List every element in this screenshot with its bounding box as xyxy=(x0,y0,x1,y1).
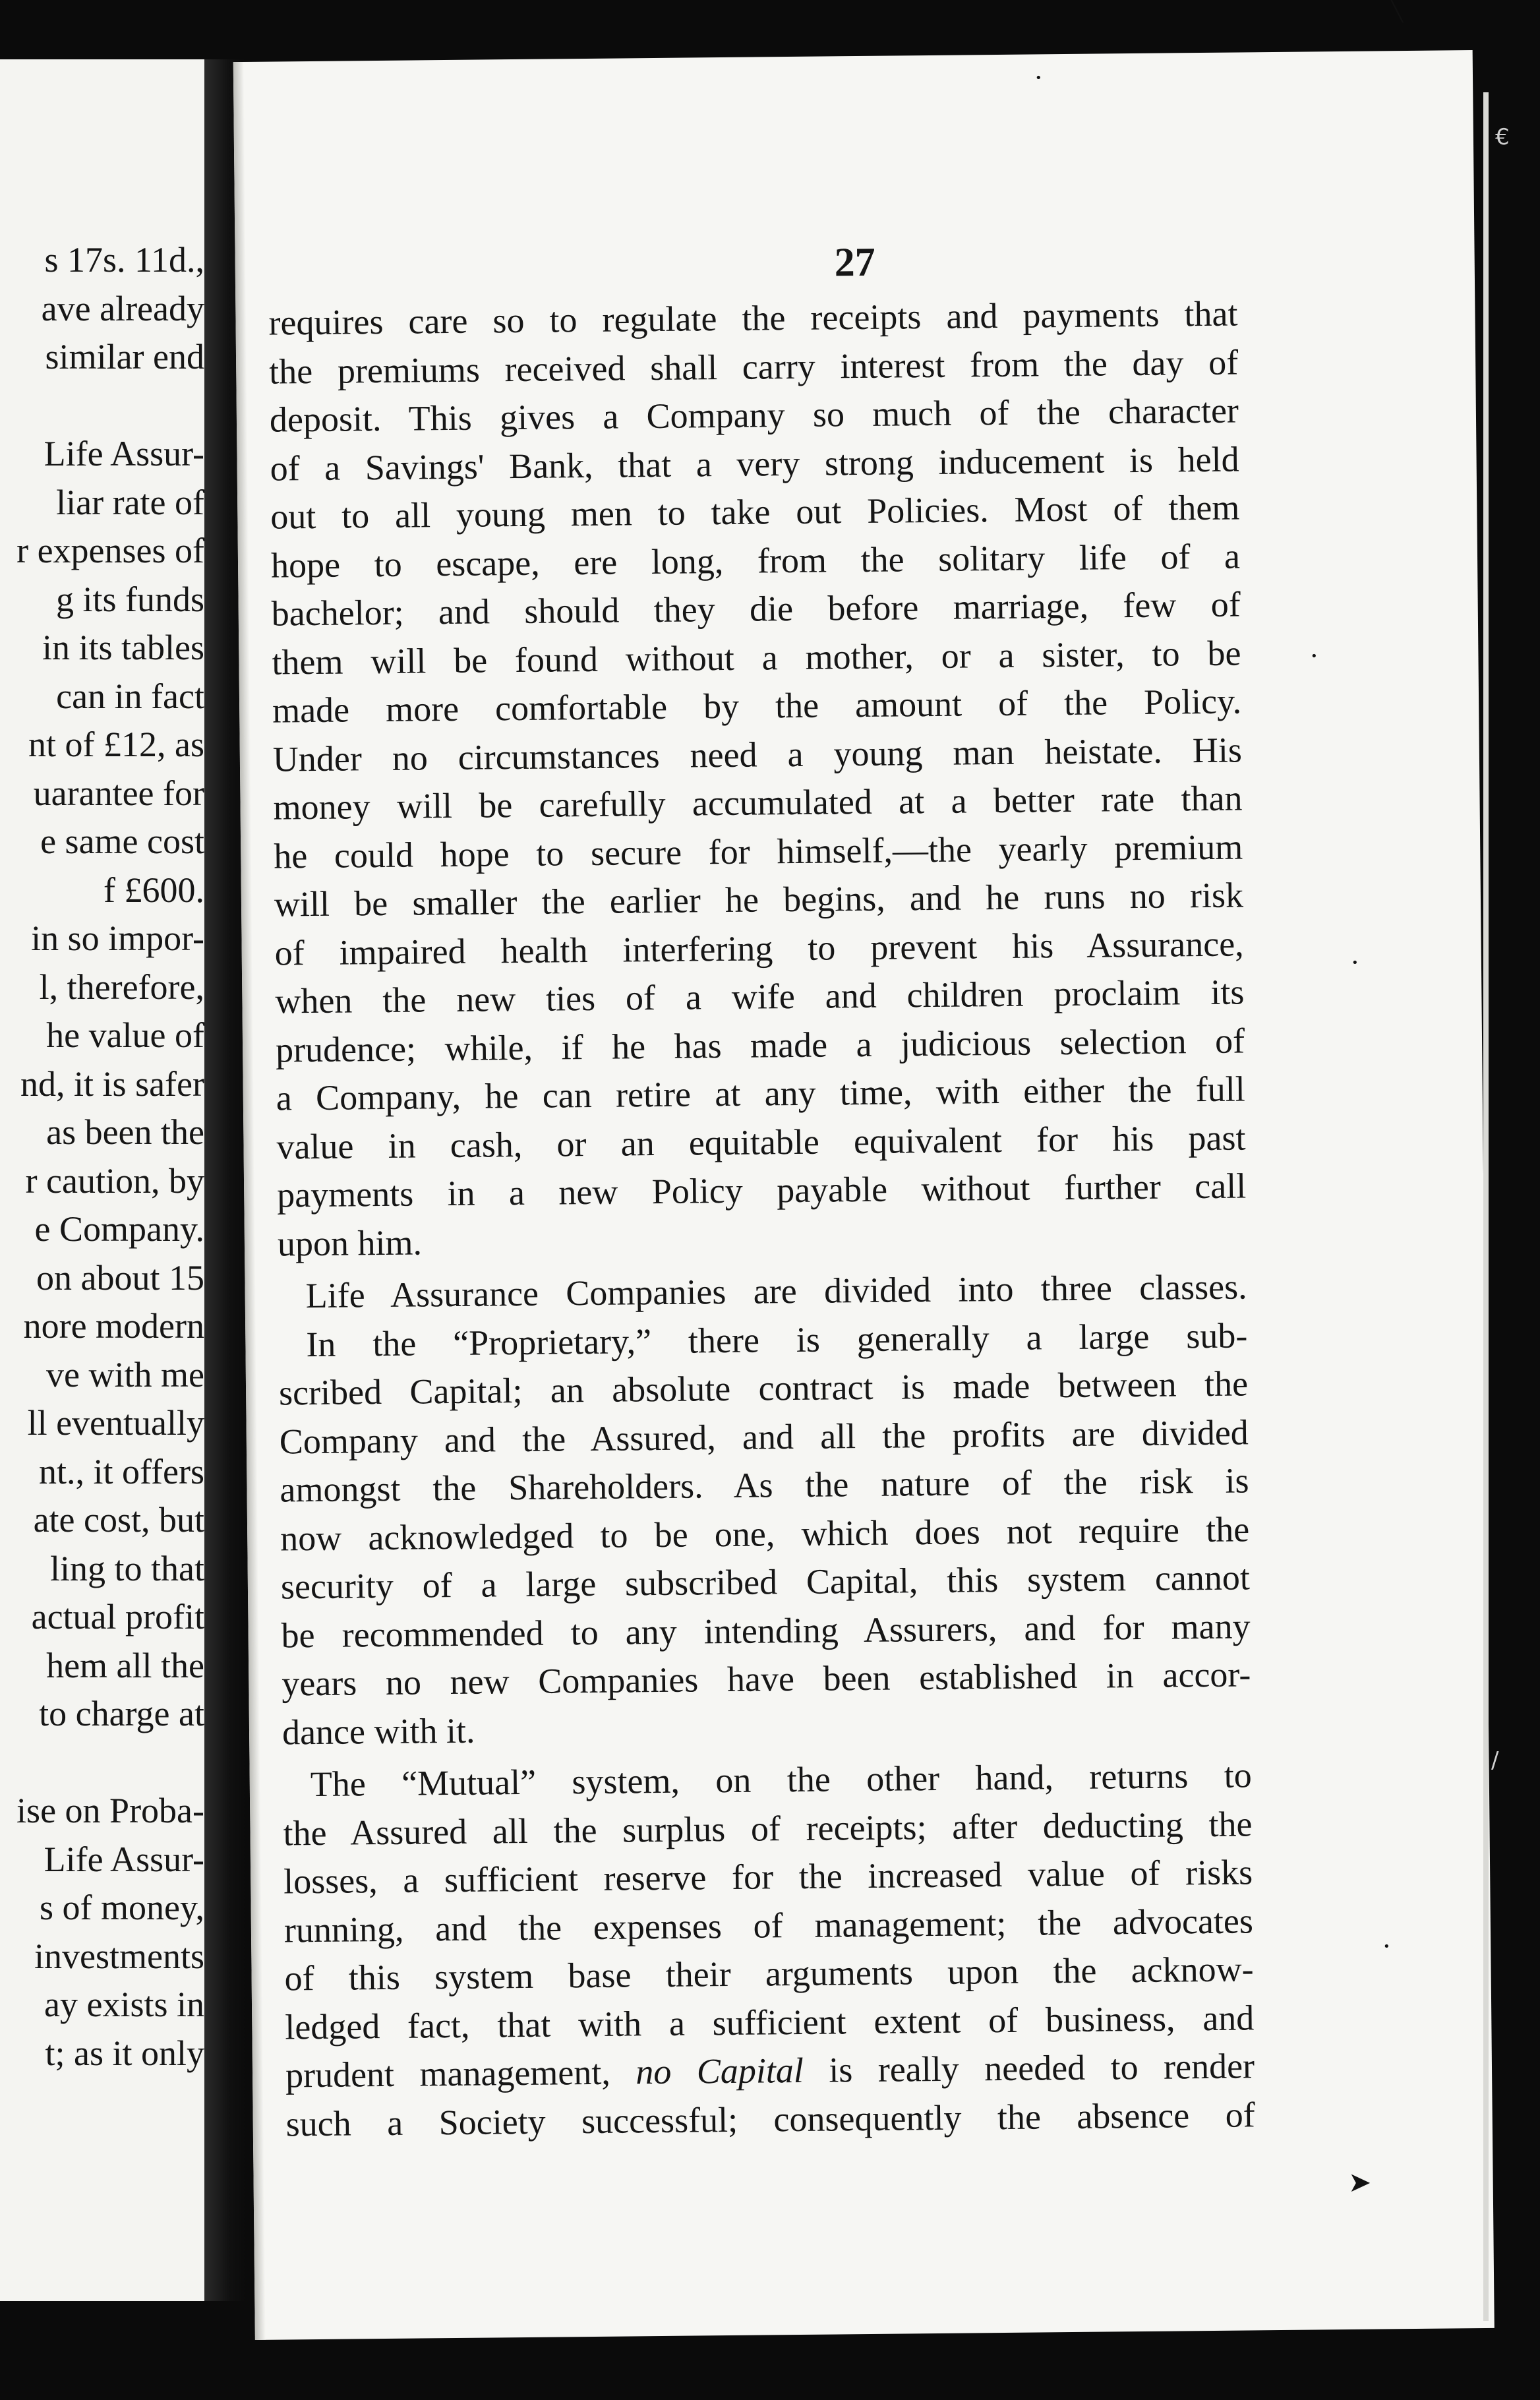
left-page-text xyxy=(0,236,204,2078)
text-line: scribed Capital; an absolute contract is made between the xyxy=(278,1364,1249,1413)
left-line: similar end xyxy=(45,337,204,376)
text-line: In the “Proprietary,” there is generally a large sub- xyxy=(306,1315,1248,1364)
left-facing-page xyxy=(0,59,204,2301)
scan-speck: • xyxy=(1311,649,1318,663)
left-line: ise on Proba- xyxy=(16,1791,204,1830)
left-line: s of money, xyxy=(40,1888,204,1927)
text-line: out to all young men to take out Policies. Most of them xyxy=(270,487,1240,537)
text-line: requires care so to regulate the receipts and payments that xyxy=(268,293,1238,343)
text-line: when the new ties of a wife and children proclaim its xyxy=(275,972,1245,1021)
left-line: f £600. xyxy=(104,870,204,910)
left-line: in its tables xyxy=(42,628,204,667)
text-line: The “Mutual” system, on the other hand, returns to xyxy=(310,1755,1253,1805)
text-line: prudence; while, if he has made a judicious selection of xyxy=(275,1020,1245,1070)
left-line xyxy=(0,1739,204,1787)
text-line: will be smaller the earlier he begins, and he runs no risk xyxy=(274,875,1244,924)
left-line: r expenses of xyxy=(16,531,204,570)
left-line: nt., it offers xyxy=(39,1451,204,1491)
left-line: can in fact xyxy=(56,676,204,716)
left-line: Life Assur- xyxy=(44,1839,204,1879)
text-line: deposit. This gives a Company so much of the character xyxy=(269,390,1239,440)
left-line: nd, it is safer xyxy=(20,1064,204,1104)
scan-speck: • xyxy=(1351,956,1359,970)
text-line: Life Assurance Companies are divided into three classes. xyxy=(305,1267,1247,1316)
page-body-text xyxy=(268,289,1255,2148)
text-line: security of a large subscribed Capital, this system cannot xyxy=(280,1557,1251,1607)
text-line xyxy=(285,2042,1255,2100)
left-line: l, therefore, xyxy=(39,967,204,1007)
text-line: be recommended to any intending Assurers, and for many xyxy=(281,1605,1251,1656)
arrow-mark-icon: ➤ xyxy=(1348,2166,1372,2198)
text-line: running, and the expenses of management; the advocates xyxy=(283,1900,1254,1950)
text-line: the premiums received shall carry interest from the day of xyxy=(268,342,1239,392)
left-line: e Company. xyxy=(34,1209,204,1249)
left-line: e same cost xyxy=(40,822,204,861)
text-line: of impaired health interfering to prevent his Assurance, xyxy=(274,923,1244,973)
text-line: losses, a sufficient reserve for the increased value of risks xyxy=(283,1852,1253,1902)
text-line: such a Society successful; consequently the absence of xyxy=(285,2094,1255,2144)
text-line: upon him. xyxy=(277,1222,423,1264)
left-line: ave already xyxy=(41,288,204,328)
left-line: uarantee for xyxy=(33,773,204,813)
left-line: s 17s. 11d., xyxy=(44,240,204,280)
text-fragment: is really needed to render xyxy=(829,2046,1255,2090)
left-line: g its funds xyxy=(55,579,204,619)
left-line: ll eventually xyxy=(27,1403,204,1443)
scan-speck: • xyxy=(1383,1940,1390,1954)
text-line: money will be carefully accumulated at a better rate than xyxy=(273,778,1243,827)
text-line: years no new Companies have been established in accor- xyxy=(281,1654,1251,1704)
left-line: he value of xyxy=(46,1015,204,1055)
left-line: ate cost, but xyxy=(33,1500,204,1540)
text-line: a Company, he can retire at any time, with either the full xyxy=(276,1069,1246,1118)
scan-speck: / xyxy=(1491,1747,1499,1774)
text-line: dance with it. xyxy=(281,1710,475,1753)
scan-speck: € xyxy=(1495,124,1510,150)
left-line: nore modern xyxy=(23,1306,204,1346)
left-line: Life Assur- xyxy=(44,434,204,473)
left-line: ling to that xyxy=(50,1548,204,1588)
left-line: liar rate of xyxy=(56,482,204,522)
left-line: actual profit xyxy=(31,1597,204,1636)
left-line: ay exists in xyxy=(44,1985,204,2024)
left-line: in so impor- xyxy=(31,918,204,958)
left-line: investments xyxy=(34,1936,204,1976)
text-line: made more comfortable by the amount of the Policy. xyxy=(272,681,1242,731)
left-line xyxy=(0,382,204,431)
text-line: Under no circumstances need a young man heistate. His xyxy=(272,729,1243,779)
text-line: hope to escape, ere long, from the solitary life of a xyxy=(270,535,1241,585)
scan-speck: ╲ xyxy=(1391,0,1404,23)
text-line: amongst the Shareholders. As the nature of the risk is xyxy=(280,1460,1249,1510)
left-line: nt of £12, as xyxy=(28,725,204,764)
text-line: them will be found without a mother, or a sister, to be xyxy=(272,632,1241,682)
left-line: r caution, by xyxy=(25,1160,204,1201)
text-line: now acknowledged to be one, which does not require the xyxy=(280,1509,1250,1559)
left-line: hem all the xyxy=(46,1645,204,1685)
text-line: he could hope to secure for himself,—the yearly premium xyxy=(273,826,1243,876)
text-line: of a Savings' Bank, that a very strong inducement is held xyxy=(270,438,1239,489)
scan-speck: • xyxy=(1035,71,1042,85)
text-line: the Assured all the surplus of receipts; after deducting the xyxy=(283,1803,1253,1853)
text-line: value in cash, or an equitable equivalent for his past xyxy=(276,1117,1246,1167)
left-line: on about 15 xyxy=(36,1257,204,1298)
main-page xyxy=(233,50,1495,2340)
italic-phrase: no Capital xyxy=(636,2050,804,2092)
left-line: t; as it only xyxy=(45,2033,204,2073)
text-line: Company and the Assured, and all the profits are divided xyxy=(279,1412,1249,1462)
text-line: of this system base their arguments upon the acknow- xyxy=(284,1949,1254,1998)
page-number: 27 xyxy=(834,239,876,285)
left-line: to charge at xyxy=(39,1694,204,1733)
text-line: bachelor; and should they die before marriage, few of xyxy=(271,584,1241,634)
left-line: ve with me xyxy=(46,1354,204,1395)
page-edge xyxy=(1483,92,1489,2321)
text-line: ledged fact, that with a sufficient extent of business, and xyxy=(285,1997,1255,2047)
text-line: payments in a new Policy payable without further call xyxy=(276,1166,1247,1215)
text-fragment: prudent management, xyxy=(285,2052,611,2095)
left-line: as been the xyxy=(46,1112,204,1152)
